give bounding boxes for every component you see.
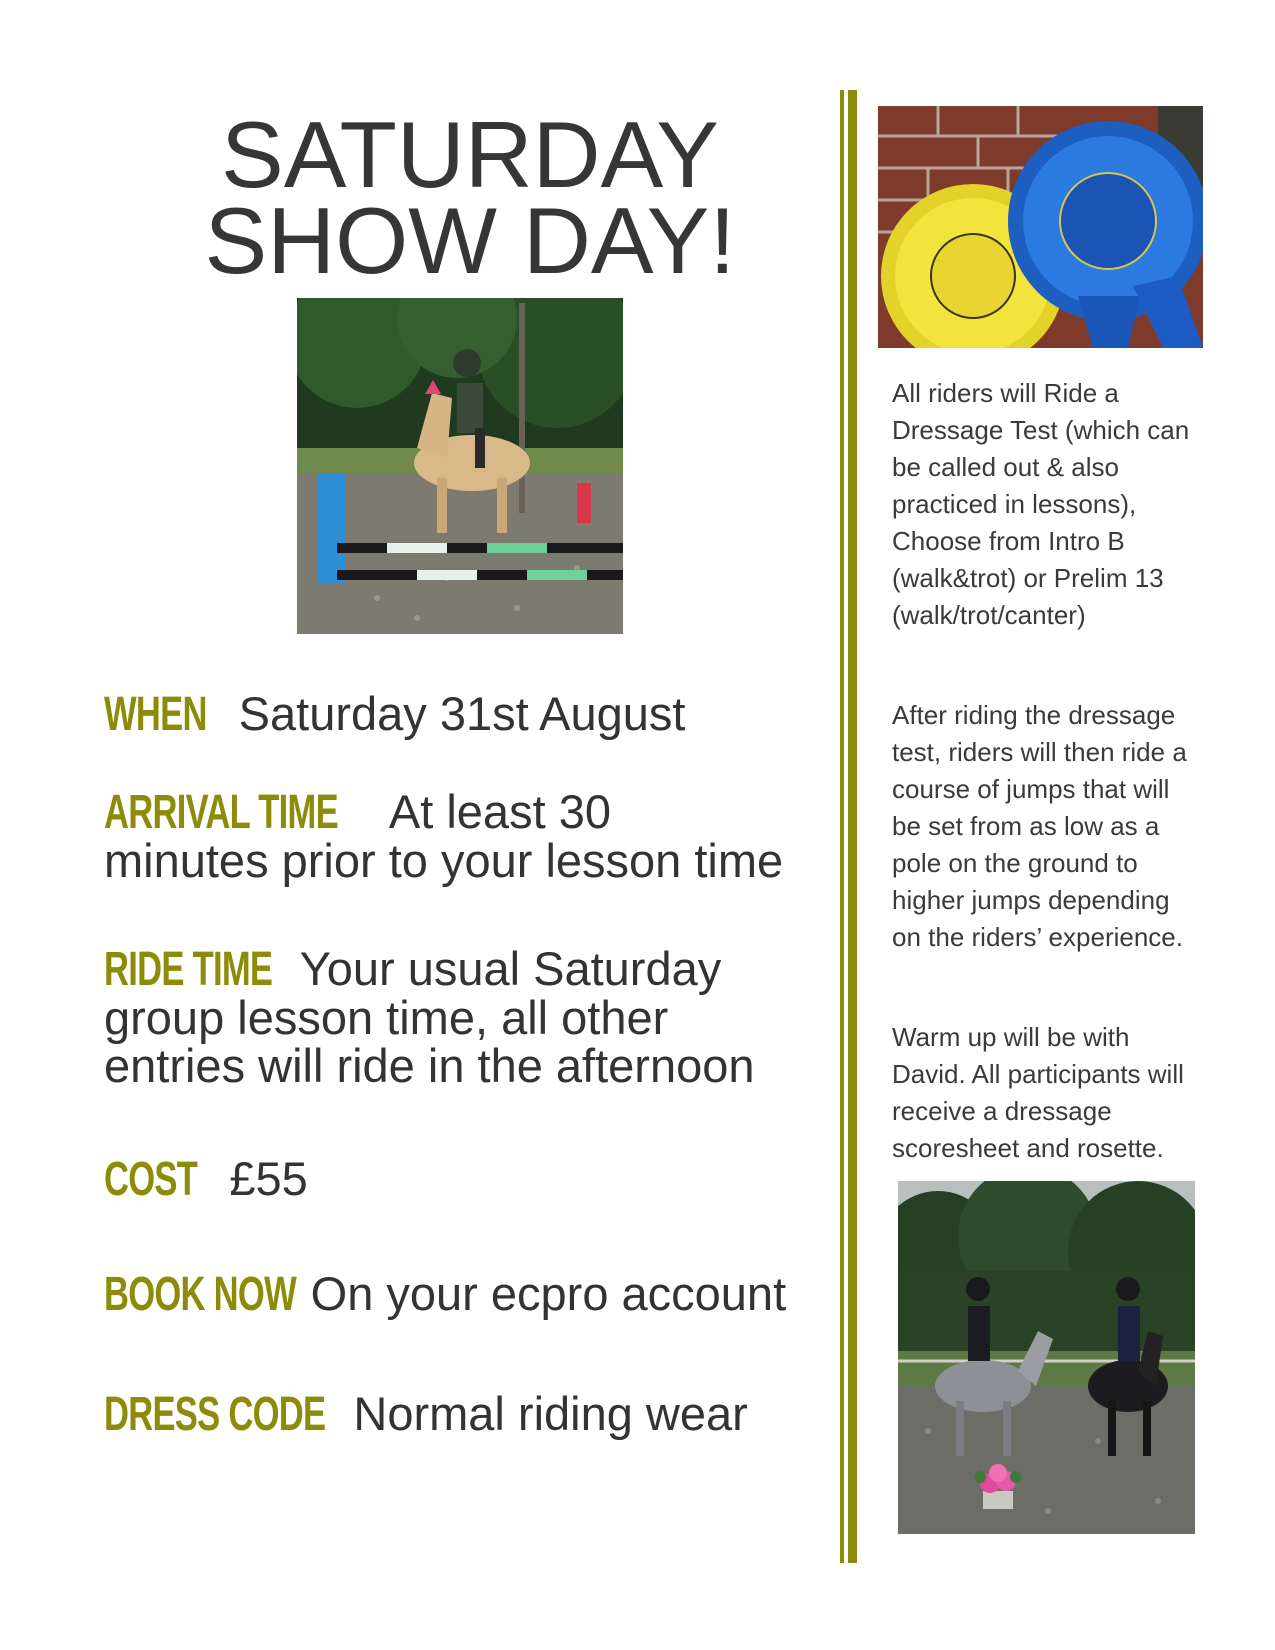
dressage-photo [898,1181,1195,1534]
dress-label: DRESS CODE [104,1388,326,1441]
when-value: Saturday 31st August [238,687,686,740]
sidebar-text-line: test, riders will then ride a [892,737,1187,767]
book-value: On your ecpro account [310,1267,787,1320]
ride-value-line-2: group lesson time, all other [104,991,669,1044]
book-row [104,1267,834,1321]
sidebar-text-line: David. All participants will [892,1059,1184,1089]
ride-row [104,942,834,1092]
sidebar-text-line: course of jumps that will [892,774,1170,804]
page-title [120,102,820,293]
sidebar-text-line: (walk&trot) or Prelim 13 [892,563,1164,593]
ride-label: RIDE TIME [104,943,273,996]
title-line-1: SATURDAY [221,102,719,207]
sidebar-text-line: scoresheet and rosette. [892,1133,1164,1163]
sidebar-paragraph-3 [892,1019,1242,1167]
sidebar-text-line: (walk/trot/canter) [892,600,1086,630]
sidebar-text-line: After riding the dressage [892,700,1176,730]
arrival-row [104,785,834,887]
arrival-value-line-2: minutes prior to your lesson time [104,834,784,887]
cost-value: £55 [229,1152,308,1205]
ride-value-line-3: entries will ride in the afternoon [104,1039,755,1092]
sidebar-text-line: practiced in lessons), [892,489,1137,519]
sidebar-text-line: receive a dressage [892,1096,1112,1126]
sidebar-text-line: Choose from Intro B [892,526,1125,556]
sidebar-text-line: Warm up will be with [892,1022,1130,1052]
cost-label: COST [104,1153,198,1206]
sidebar-text-line: on the riders’ experience. [892,922,1183,952]
sidebar-text-line: Dressage Test (which can [892,415,1190,445]
sidebar-text-line: pole on the ground to [892,848,1138,878]
sidebar-text-line: All riders will Ride a [892,378,1119,408]
book-label: BOOK NOW [104,1268,296,1321]
arrival-label: ARRIVAL TIME [104,786,338,839]
sidebar-text-line: be set from as low as a [892,811,1160,841]
when-row [104,687,834,741]
dress-row [104,1387,834,1441]
arrival-value-line-1: At least 30 [388,785,611,838]
cost-row [104,1152,834,1206]
rosette-photo [878,106,1203,348]
title-line-2: SHOW DAY! [204,188,736,293]
sidebar-text-line: higher jumps depending [892,885,1170,915]
divider-line-thick [848,90,857,1563]
jumping-photo [297,298,623,634]
sidebar-paragraph-2 [892,697,1242,956]
sidebar-paragraph-1 [892,375,1242,634]
when-label: WHEN [104,688,207,741]
sidebar-text-line: be called out & also [892,452,1119,482]
ride-value-line-1: Your usual Saturday [299,942,722,995]
divider-line-thin [840,90,844,1563]
dress-value: Normal riding wear [353,1387,748,1440]
